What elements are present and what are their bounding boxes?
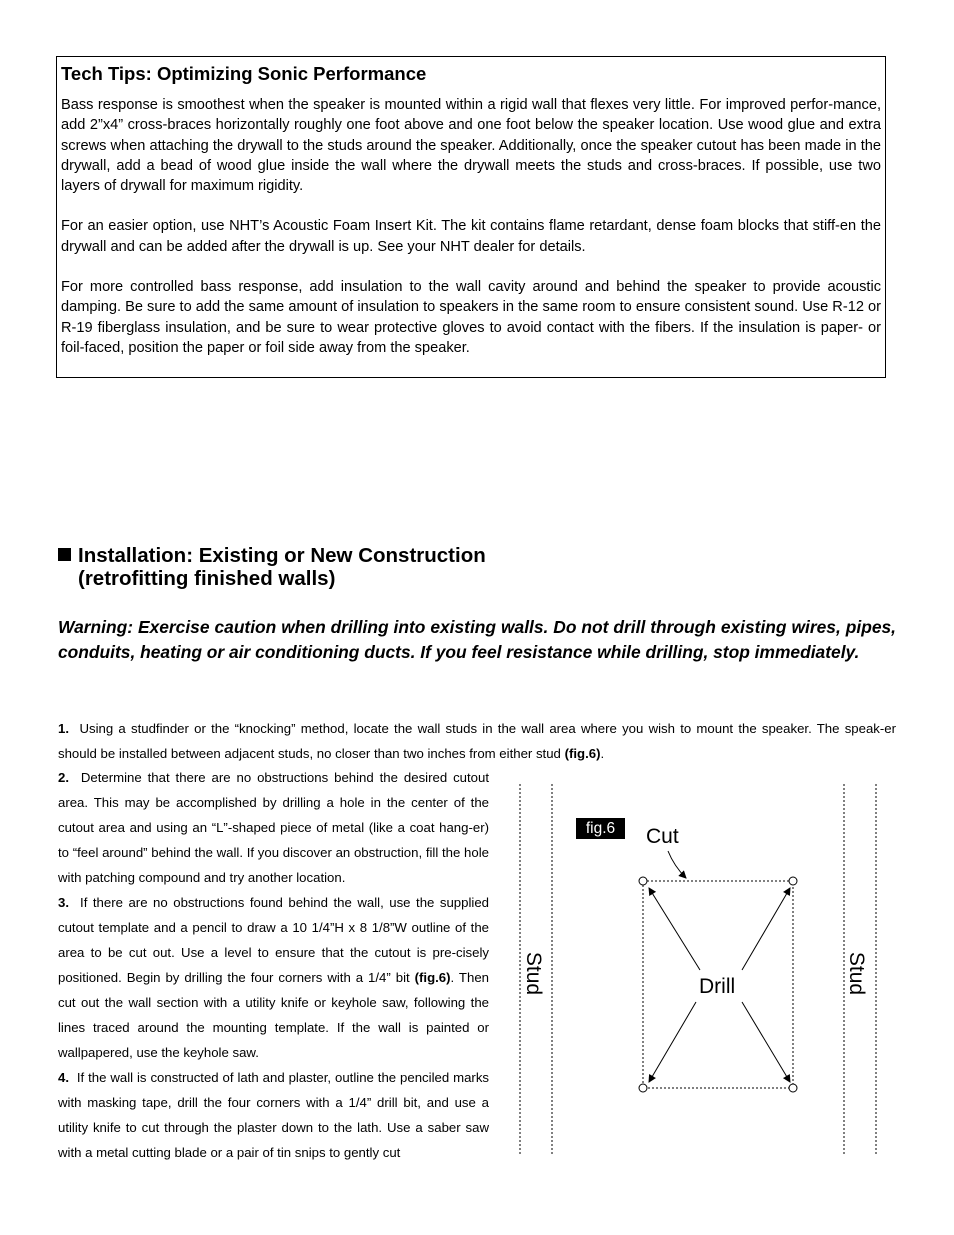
drill-hole-bottom-left xyxy=(639,1084,647,1092)
step-text-end: . Then cut out the wall section with a utility knife or keyhole saw, following the lines traced around the mounting template. If the wall is painted or wallpapered, use the keyhole saw. xyxy=(58,970,489,1060)
step-text: Using a studfinder or the “knocking” method, locate the wall studs in the wall area where you wish to mount the speaker. The speak-er should be installed between adjacent studs, no closer than two inches from either stud xyxy=(58,721,896,761)
figure-reference: (fig.6) xyxy=(564,746,601,761)
step-number: 2. xyxy=(58,770,69,785)
tech-tips-box xyxy=(56,56,886,378)
cut-label: Cut xyxy=(646,825,679,848)
stud-cutout-drawing xyxy=(510,778,900,1158)
step-text: Determine that there are no obstructions behind the desired cutout area. This may be accomplished by drilling a hole in the center of the cutout area and using an “L”-shaped piece of metal (like a coat hang-er) to “feel around” behind the wall. If you discover an obstruction, fill the hole with patching compound and try another location. xyxy=(58,770,490,885)
step-text: If the wall is constructed of lath and plaster, outline the penciled marks with masking tape, drill the four corners with a 1/4” drill bit, and use a utility knife to cut through the plaster down to the lath. Use a saber saw with a metal cutting blade or a pair of tin snips to gently cut xyxy=(58,1070,490,1160)
step-1 xyxy=(58,716,896,766)
warning-text: Warning: Exercise caution when drilling into existing walls. Do not drill through existing wires, pipes, conduits, heating or air conditioning ducts. If you feel resistance while drilling, stop immediately. xyxy=(58,617,896,662)
drill-arrow-top-left xyxy=(649,888,700,970)
stud-label-left: Stud xyxy=(522,951,546,996)
drill-arrow-bottom-right xyxy=(742,1002,790,1082)
drill-hole-top-left xyxy=(639,877,647,885)
figure-label: fig.6 xyxy=(576,818,625,839)
steps-column xyxy=(58,765,489,1165)
step-text: If there are no obstructions found behind the wall, use the supplied cutout template and a pencil to draw a 10 1/4”H x 8 1/8”W outline of the area to be cut out. Use a level to ensure that the cutout is pre-cisely positioned. Begin by drilling the four corners with a 1/4” bit xyxy=(58,895,490,985)
figure-reference: (fig.6) xyxy=(414,970,451,985)
square-bullet-icon xyxy=(58,548,71,561)
step-number: 1. xyxy=(58,721,69,736)
step-4 xyxy=(58,1065,489,1165)
step-2 xyxy=(58,765,489,890)
tech-tips-title: Tech Tips: Optimizing Sonic Performance xyxy=(61,63,427,84)
installation-heading xyxy=(58,544,578,590)
installation-subtitle: (retrofitting finished walls) xyxy=(78,567,336,590)
figure-6-diagram xyxy=(510,778,900,1158)
drill-hole-bottom-right xyxy=(789,1084,797,1092)
tech-tips-paragraph: For an easier option, use NHT’s Acoustic Foam Insert Kit. The kit contains flame retardant, dense foam blocks that stiff-en the drywall and can be added after the drywall is up. See your NHT dealer for details. xyxy=(61,218,881,255)
drill-arrow-top-right xyxy=(742,888,790,970)
drill-arrow-bottom-left xyxy=(649,1002,696,1082)
step-number: 4. xyxy=(58,1070,69,1085)
tech-tips-paragraph: For more controlled bass response, add insulation to the wall cavity around and behind the speaker to provide acoustic damping. Be sure to add the same amount of insulation to speakers in the same room to ensure consistent sound. Use R-12 or R-19 fiberglass insulation, and be sure to wear protective gloves to avoid contact with the fibers. If the insulation is paper- or foil-faced, position the paper or foil side away from the speaker. xyxy=(61,279,881,356)
step-3 xyxy=(58,890,489,1065)
step-number: 3. xyxy=(58,895,69,910)
drill-label: Drill xyxy=(699,975,736,998)
installation-title: Installation: Existing or New Construction xyxy=(78,544,486,567)
drill-hole-top-right xyxy=(789,877,797,885)
step-text-end: . xyxy=(600,746,605,761)
tech-tips-paragraph: Bass response is smoothest when the speaker is mounted within a rigid wall that flexes very little. For improved perfor-mance, add 2”x4” cross-braces horizontally roughly one foot above and one foot below the speaker location. Use wood glue and extra screws when attaching the drywall to the studs around the speaker. Additionally, once the speaker cutout has been made in the drywall, add a bead of wood glue inside the wall where the drywall meets the studs and cross-braces. If possible, use two layers of drywall for maximum rigidity. xyxy=(61,97,881,195)
stud-label-right: Stud xyxy=(845,951,869,996)
cut-arrow xyxy=(668,851,686,878)
